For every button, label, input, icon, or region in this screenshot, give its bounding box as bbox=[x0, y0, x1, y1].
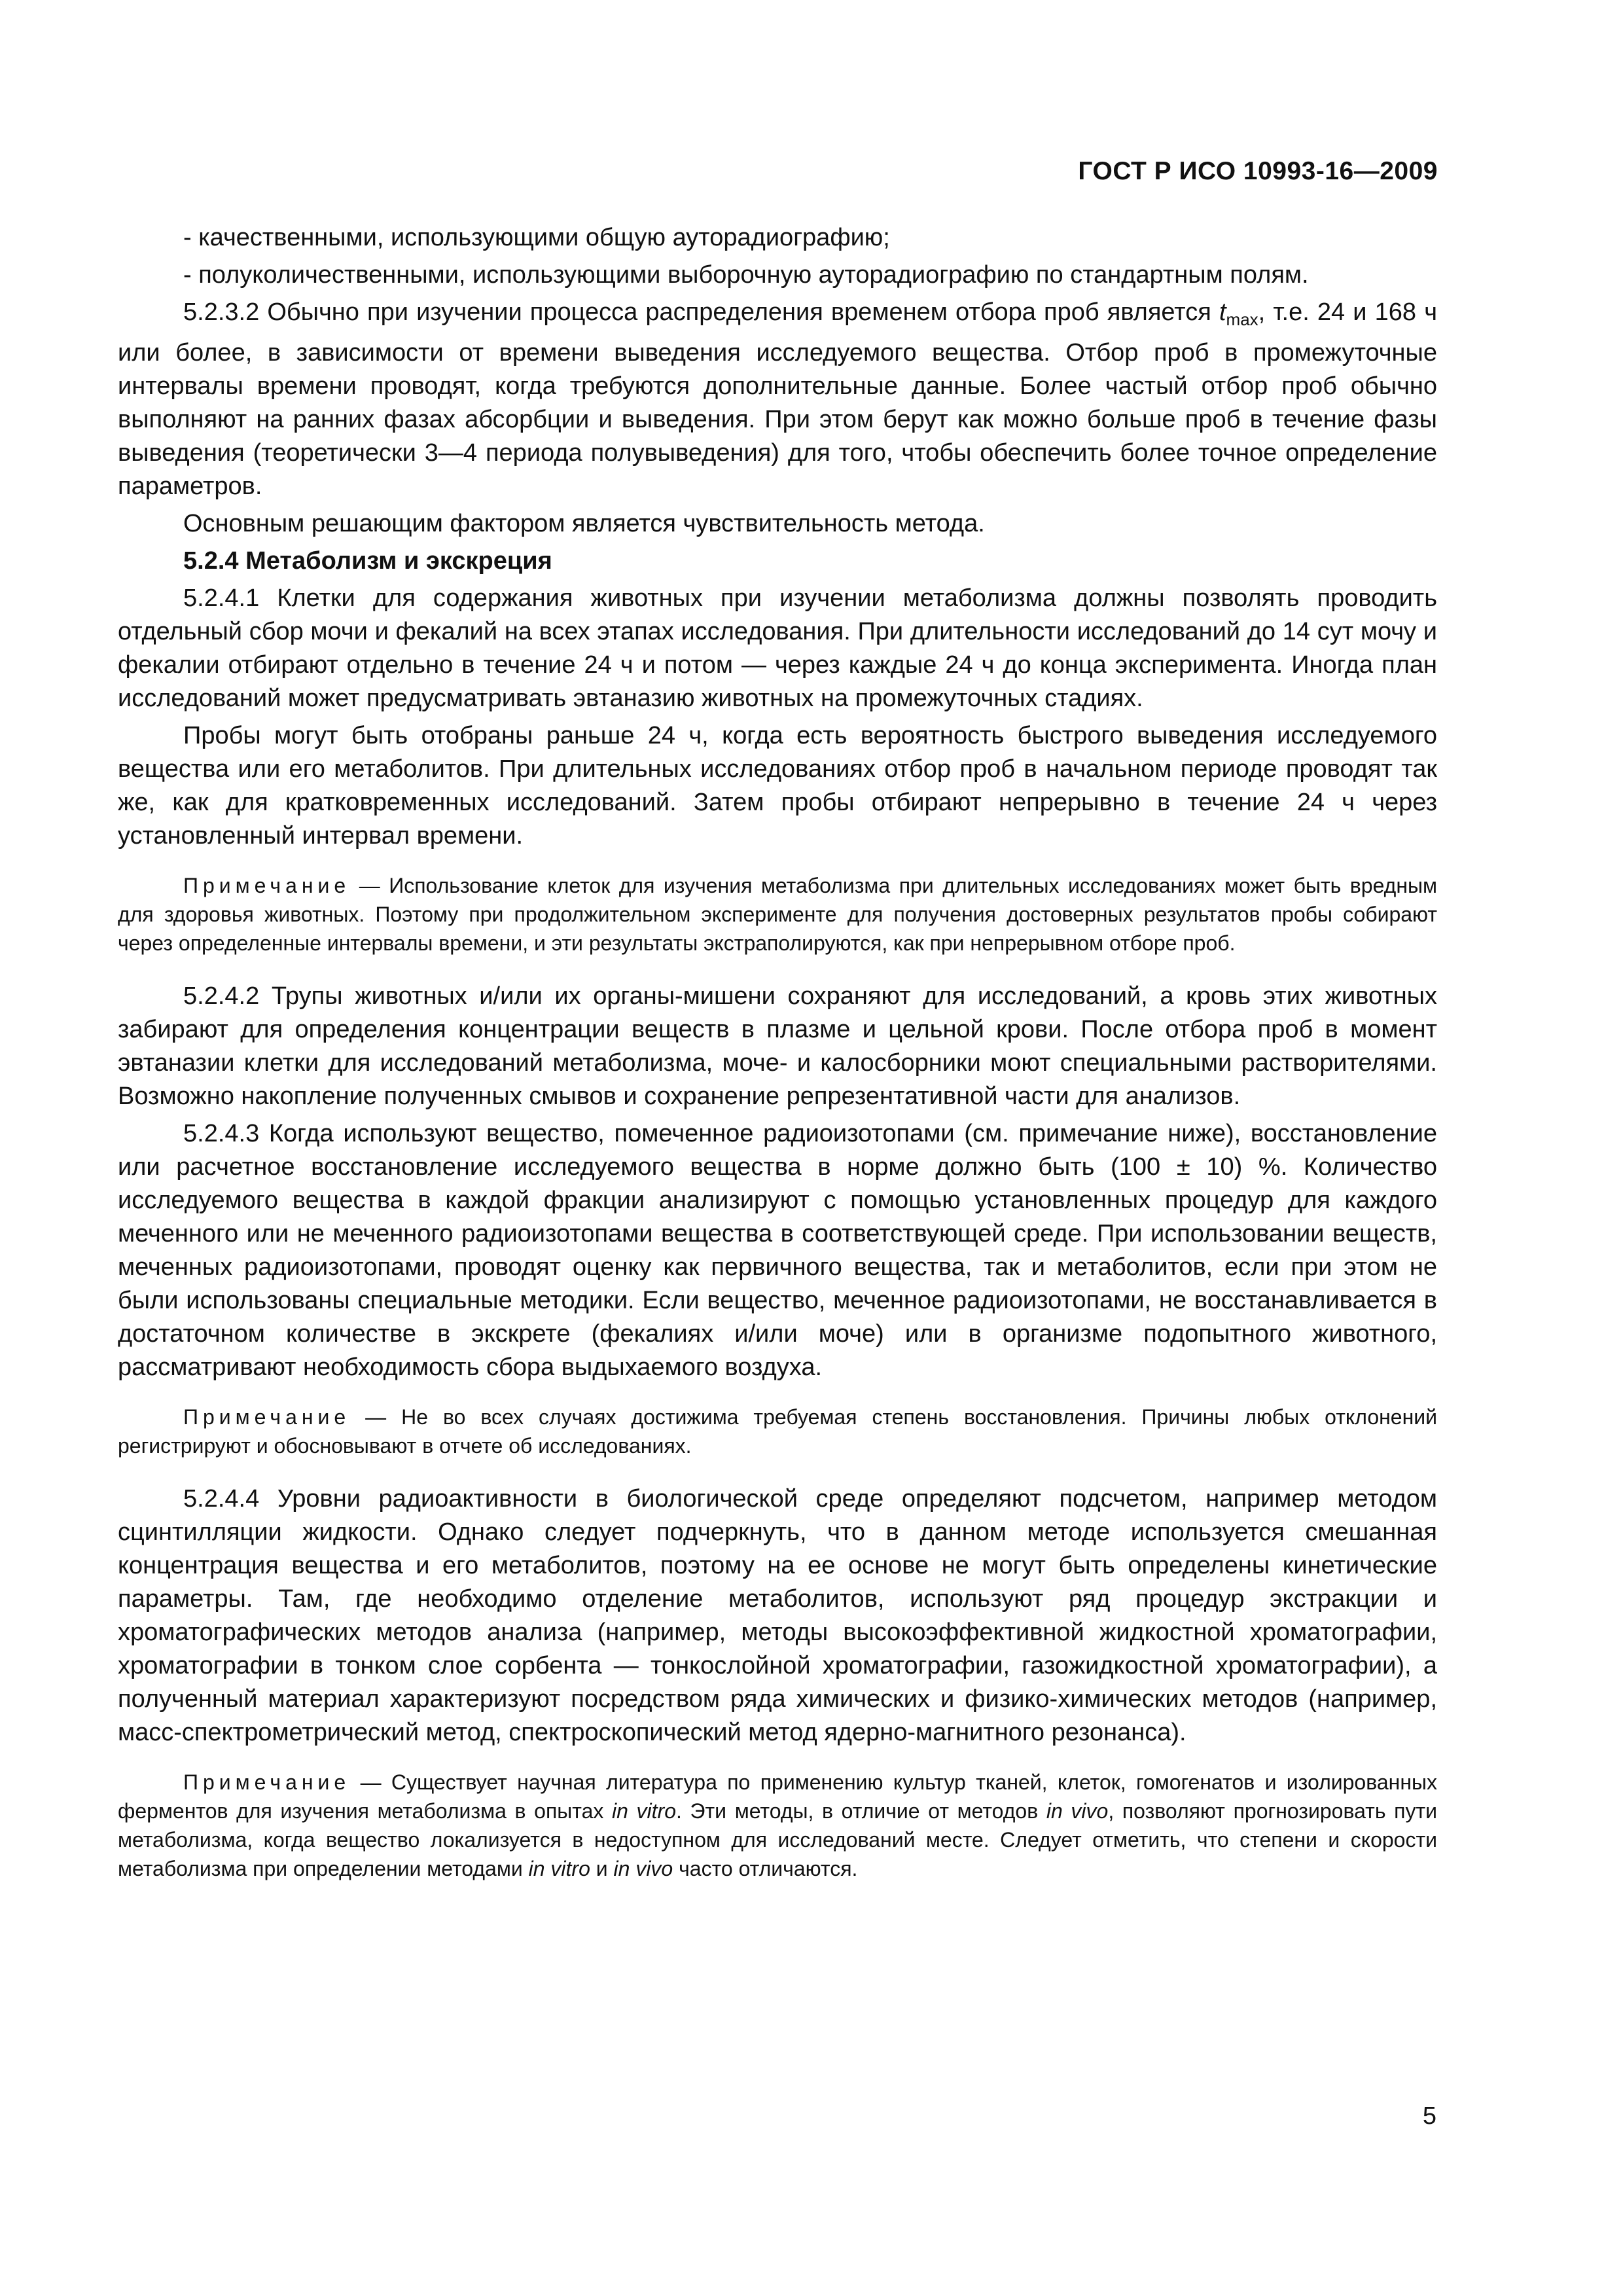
paragraph-main-factor: Основным решающим фактором является чувствительность метода. bbox=[183, 510, 985, 537]
paragraph-5-2-4-4: 5.2.4.4 Уровни радиоактивности в биологической среде определяют подсчетом, например методом сцинтилляции жидкости. Однако следует подчеркнуть, что в данном методе используется смешанная концентрация вещества и его метаболитов, поэтому на ее основе не могут быть определены кинетические параметры. Там, где необходимо отделение метаболитов, используют ряд процедур экстракции и хроматографических методов анализа (например, методы высокоэффективной жидкостной хроматографии, хроматографии в тонком слое сорбента — тонкослойной хроматографии, газожидкостной хроматографии), а полученный материал характеризуют посредством ряда химических и физико-химических методов (например, масс-спектрометрический метод, спектроскопический метод ядерно-магнитного резонанса). bbox=[118, 1485, 1437, 1746]
note-3-text-c: , позволяют прогнозировать пути метаболизма, когда вещество локализуется в недоступном для исследований месте. Следует отметить, что степени и скорости метаболизма при определении методами bbox=[118, 1799, 1438, 1880]
section-heading-5-2-4: 5.2.4 Метаболизм и экскреция bbox=[183, 547, 552, 575]
note-3-text-b: . Эти методы, в отличие от методов bbox=[676, 1799, 1046, 1823]
paragraph-5-2-4-1-samples: Пробы могут быть отобраны раньше 24 ч, когда есть вероятность быстрого выведения исследуемого вещества или его метаболитов. При длительных исследованиях отбор проб в начальном периоде проводят так же, как для кратковременных исследований. Затем пробы отбирают непрерывно в течение 24 ч через установленный интервал времени. bbox=[118, 722, 1437, 850]
t-max-symbol: t bbox=[1219, 298, 1226, 326]
list-item-semiquantitative: - полуколичественными, использующими выборочную ауторадиографию по стандартным полям. bbox=[183, 261, 1309, 289]
page-number: 5 bbox=[1422, 2102, 1436, 2130]
t-max-subscript: max bbox=[1226, 310, 1258, 329]
note-2 bbox=[118, 1403, 1437, 1460]
paragraph-5-2-4-2: 5.2.4.2 Трупы животных и/или их органы-мишени сохраняют для исследований, а кровь этих животных забирают для определения концентрации веществ в плазме и цельной крови. После отбора проб в момент эвтаназии клетки для исследований метаболизма, моче- и калосборники моют специальными растворителями. Возможно накопление полученных смывов и сохранение репрезентативной части для анализов. bbox=[118, 982, 1437, 1110]
paragraph-5-2-3-2-start: 5.2.3.2 Обычно при изучении процесса распределения временем отбора проб является bbox=[183, 298, 1219, 326]
note-label: Примечание bbox=[183, 1770, 351, 1794]
note-3-text-a: — Существует научная литература по применению культур тканей, клеток, гомогенатов и изолированных ферментов для изучения метаболизма в опытах bbox=[118, 1770, 1437, 1823]
list-item-qualitative: - качественными, использующими общую ауторадиографию; bbox=[183, 224, 890, 251]
in-vitro-term: in vitro bbox=[612, 1799, 676, 1823]
in-vivo-term: in vivo bbox=[1046, 1799, 1109, 1823]
note-label: Примечание bbox=[183, 874, 351, 897]
note-2-text: — Не во всех случаях достижима требуемая степень восстановления. Причины любых отклонений регистрируют и обосновывают в отчете об исследованиях. bbox=[118, 1405, 1437, 1458]
page-content bbox=[118, 221, 1437, 1905]
note-3 bbox=[118, 1768, 1437, 1883]
note-1-text: — Использование клеток для изучения метаболизма при длительных исследованиях может быть вредным для здоровья животных. Поэтому при продолжительном эксперименте для получения достоверных результатов пробы собирают через определенные интервалы времени, и эти результаты экстраполируются, как при непрерывном отборе проб. bbox=[118, 874, 1437, 955]
paragraph-5-2-4-3: 5.2.4.3 Когда используют вещество, помеченное радиоизотопами (см. примечание ниже), восстановление или расчетное восстановление исследуемого вещества в норме должно быть (100 ± 10) %. Количество исследуемого вещества в каждой фракции анализируют с помощью установленных процедур для каждого меченного или не меченного радиоизотопами вещества в соответствующей среде. При использовании веществ, меченных радиоизотопами, проводят оценку как первичного вещества, так и метаболитов, если при этом не были использованы специальные методики. Если вещество, меченное радиоизотопами, не восстанавливается в достаточном количестве в экскрете (фекалиях и/или моче) или в организме подопытного животного, рассматривают необходимость сбора выдыхаемого воздуха. bbox=[118, 1120, 1437, 1381]
paragraph-5-2-3-2-rest: , т.е. 24 и 168 ч или более, в зависимости от времени выведения исследуемого вещества. Отбор проб в промежуточные интервалы времени проводят, когда требуются дополнительные данные. Более частый отбор проб обычно выполняют на ранних фазах абсорбции и выведения. При этом берут как можно больше проб в течение фазы выведения (теоретически 3—4 периода полувыведения) для того, чтобы обеспечить более точное определение параметров. bbox=[118, 298, 1437, 500]
note-3-text-d: и bbox=[590, 1857, 614, 1880]
note-label: Примечание bbox=[183, 1405, 351, 1429]
document-code: ГОСТ Р ИСО 10993-16—2009 bbox=[1078, 157, 1438, 185]
in-vitro-term: in vitro bbox=[528, 1857, 590, 1880]
note-3-text-e: часто отличаются. bbox=[673, 1857, 858, 1880]
paragraph-5-2-3-2 bbox=[118, 296, 1437, 503]
in-vivo-term: in vivo bbox=[613, 1857, 673, 1880]
note-1 bbox=[118, 871, 1437, 958]
paragraph-5-2-4-1: 5.2.4.1 Клетки для содержания животных при изучении метаболизма должны позволять проводить отдельный сбор мочи и фекалий на всех этапах исследования. При длительности исследований до 14 сут мочу и фекалии отбирают отдельно в течение 24 ч и потом — через каждые 24 ч до конца эксперимента. Иногда план исследований может предусматривать эвтаназию животных на промежуточных стадиях. bbox=[118, 584, 1437, 712]
